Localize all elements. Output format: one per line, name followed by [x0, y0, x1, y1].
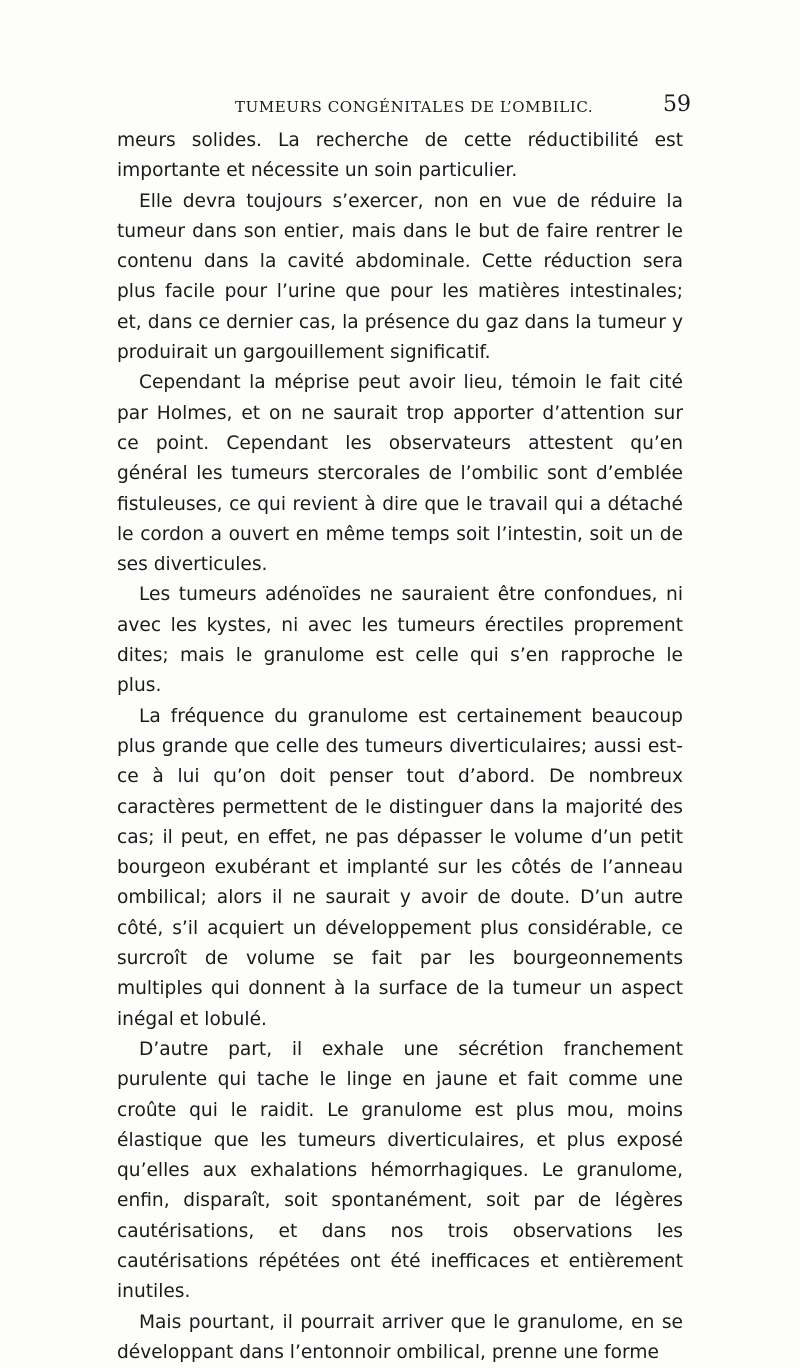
- paragraph-continued: meurs solides. La recherche de cette réductibilité est importante et nécessite un soin particulier.: [117, 130, 683, 182]
- page-number: 59: [663, 92, 691, 117]
- paragraph: D’autre part, il exhale une sécrétion franchement purulente qui tache le linge en jaune et fait comme une croûte qui le raidit. Le granulome est plus mou, moins élastique que les tumeurs diverticulaires, et plus exposé qu’elles aux exhalations hémorrhagiques. Le granulome, enfin, disparaît, soit spontanément, soit par de légères cautérisations, et dans nos trois observations les cautérisations répétées ont été inefficaces et entièrement inutiles.: [117, 1038, 683, 1303]
- book-page: [117, 92, 691, 1368]
- paragraph: Elle devra toujours s’exercer, non en vue de réduire la tumeur dans son entier, mais dans le but de faire rentrer le contenu dans la cavité abdominale. Cette réduction sera plus facile pour l’urine que pour les matières intestinales; et, dans ce dernier cas, la présence du gaz dans la tumeur y produirait un gargouillement significatif.: [117, 190, 683, 364]
- paragraph: Mais pourtant, il pourrait arriver que le granulome, en se développant dans l’entonnoir ombilical, prenne une forme: [117, 1311, 683, 1363]
- paragraph: Les tumeurs adénoïdes ne sauraient être confondues, ni avec les kystes, ni avec les tumeurs érectiles proprement dites; mais le granulome est celle qui s’en rapproche le plus.: [117, 584, 683, 697]
- body-text: [117, 126, 683, 1368]
- running-head: [117, 92, 691, 126]
- running-title: TUMEURS CONGÉNITALES DE L’OMBILIC.: [235, 98, 594, 116]
- paragraph: La fréquence du granulome est certainement beaucoup plus grande que celle des tumeurs diverticulaires; aussi est-ce à lui qu’on doit penser tout d’abord. De nombreux caractères permettent de le distinguer dans la majorité des cas; il peut, en effet, ne pas dépasser le volume d’un petit bourgeon exubérant et implanté sur les côtés de l’anneau ombilical; alors il ne saurait y avoir de doute. D’un autre côté, s’il acquiert un développement plus considérable, ce surcroît de volume se fait par les bourgeonnements multiples qui donnent à la surface de la tumeur un aspect inégal et lobulé.: [117, 705, 683, 1030]
- paragraph: Cependant la méprise peut avoir lieu, témoin le fait cité par Holmes, et on ne saurait trop apporter d’attention sur ce point. Cependant les observateurs attestent qu’en général les tumeurs stercorales de l’ombilic sont d’emblée fistuleuses, ce qui revient à dire que le travail qui a détaché le cordon a ouvert en même temps soit l’intestin, soit un de ses diverticules.: [117, 372, 683, 576]
